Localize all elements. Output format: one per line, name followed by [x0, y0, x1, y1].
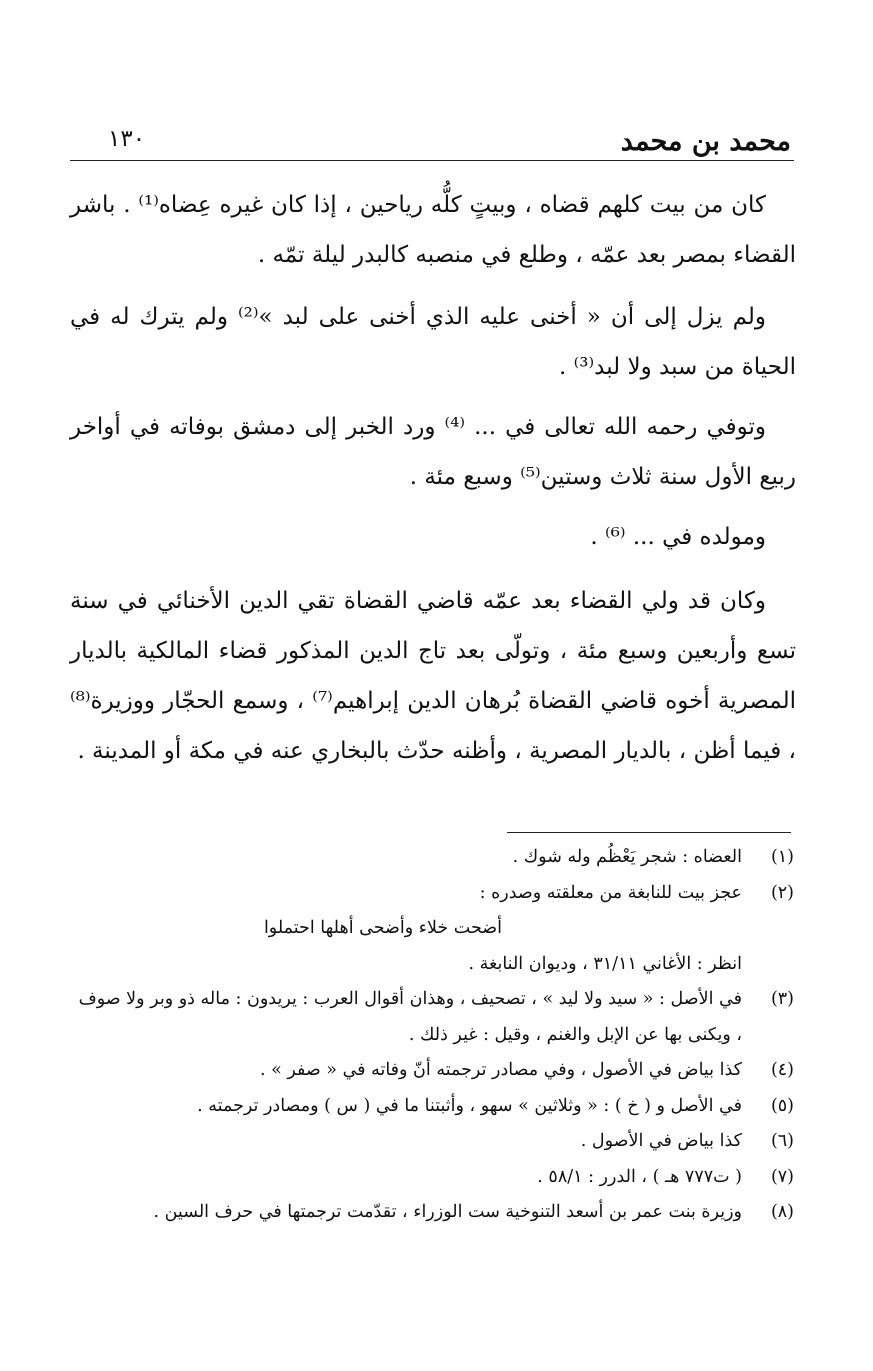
- footnote: [72, 1160, 796, 1196]
- page-number: ١٣٠: [108, 126, 146, 152]
- footnote-text: كذا بياض في الأصول .: [580, 1131, 742, 1151]
- footnote: [72, 876, 796, 983]
- paragraph: وكان قد ولي القضاء بعد عمّه قاضي القضاة تقي الدين الأخنائي في سنة تسع وأربعين وسبع مئة ، وتولّى بعد تاج الدين المذكور قضاء المالكية بالديار المصرية أخوه قاضي القضاة بُرهان الدين إبراهيم⁽⁷⁾ ، وسمع الحجّار ووزيرة⁽⁸⁾ ، فيما أظن ، بالديار المصرية ، وأظنه حدّث بالبخاري عنه في مكة أو المدينة .: [70, 588, 796, 764]
- footnote-text: انظر : الأغاني ٣١/١١ ، وديوان النابغة .: [468, 953, 742, 974]
- footnote: [72, 1089, 796, 1125]
- footnote-number: (٥): [770, 1095, 794, 1116]
- footnote-text: وزيرة بنت عمر بن أسعد التنوخية ست الوزراء ، تقدّمت ترجمتها في حرف السين .: [153, 1202, 742, 1222]
- running-title: محمد بن محمد: [620, 126, 791, 157]
- paragraph: كان من بيت كلهم قضاه ، وبيتٍ كلُّه رياحين ، إذا كان غيره عِضاه⁽¹⁾ . باشر القضاء بمصر بعد عمّه ، وطلع في منصبه كالبدر ليلة تمّه .: [70, 192, 796, 268]
- footnote-number: (٦): [770, 1131, 794, 1151]
- footnote: [72, 840, 796, 876]
- footnote-number: (٣): [770, 989, 794, 1009]
- footnote-text: العضاه : شجر يَعْظُم وله شوك .: [512, 847, 742, 867]
- footnote-number: (٤): [770, 1060, 794, 1080]
- footnote-text: ( ت٧٧٧ هـ ) ، الدرر : ٥٨/١ .: [537, 1166, 742, 1187]
- footnote-separator: [507, 832, 791, 833]
- footnote-number: (٧): [770, 1166, 794, 1187]
- footnote: [72, 1053, 796, 1089]
- footnote: [72, 982, 796, 1053]
- footnote-number: (٢): [770, 882, 794, 903]
- footnote-number: (٨): [770, 1202, 794, 1222]
- header-rule: [70, 160, 794, 161]
- footnote: [72, 1195, 796, 1231]
- paragraph: وتوفي رحمه الله تعالى في ... ⁽⁴⁾ ورد الخبر إلى دمشق بوفاته في أواخر ربيع الأول سنة ثلاث وستين⁽⁵⁾ وسبع مئة .: [70, 414, 796, 490]
- footnote-verse: أضحت خلاء وأضحى أهلها احتملوا: [263, 918, 502, 938]
- footnote-text: في الأصل : « سيد ولا ليد » ، تصحيف ، وهذان أقوال العرب : يريدون : ماله ذو وبر ولا صوف ، ويكنى بها عن الإبل والغنم ، وقيل : غير ذلك .: [78, 989, 742, 1045]
- footnotes: [72, 840, 796, 1231]
- footnote-text: في الأصل و ( خ ) : « وثلاثين » سهو ، وأثبتنا ما في ( س ) ومصادر ترجمته .: [197, 1095, 742, 1116]
- paragraph: ومولده في ... ⁽⁶⁾ .: [590, 524, 766, 550]
- footnote-text: كذا بياض في الأصول ، وفي مصادر ترجمته أنّ وفاته في « صفر » .: [259, 1060, 742, 1080]
- main-text: [70, 180, 796, 786]
- footnote-text: عجز بيت للنابغة من معلقته وصدره :: [479, 882, 742, 903]
- footnote-number: (١): [770, 847, 794, 867]
- paragraph: ولم يزل إلى أن « أخنى عليه الذي أخنى على لبد »⁽²⁾ ولم يترك له في الحياة من سبد ولا لبد⁽³⁾ .: [70, 304, 796, 380]
- footnote: [72, 1124, 796, 1160]
